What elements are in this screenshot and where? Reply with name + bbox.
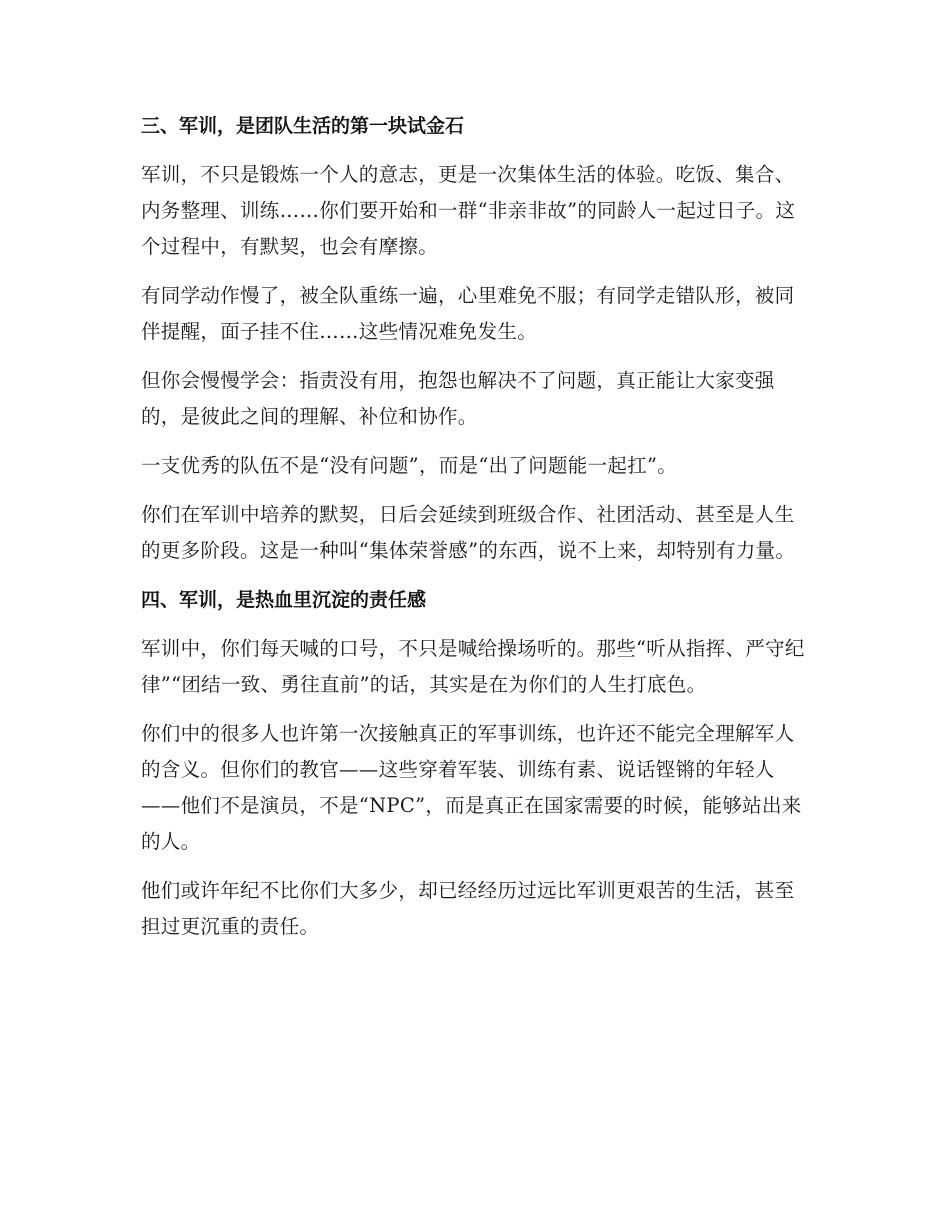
paragraph: 有同学动作慢了，被全队重练一遍，心里难免不服；有同学走错队形，被同伴提醒，面子挂不住……这些情况难免发生。 [141,284,795,343]
paragraph: 军训中，你们每天喊的口号，不只是喊给操场听的。那些“听从指挥、严守纪律”“团结一致、勇往直前”的话，其实是在为你们的人生打底色。 [141,637,805,696]
section-3 [141,108,806,569]
paragraph: 一支优秀的队伍不是“没有问题”，而是“出了问题能一起扛”。 [141,454,678,477]
section-heading: 四、军训，是热血里沉淀的责任感 [141,589,427,611]
paragraph: 军训，不只是锻炼一个人的意志，更是一次集体生活的体验。吃饭、集合、内务整理、训练……你们要开始和一群“非亲非故”的同龄人一起过日子。这个过程中，有默契，也会有摩擦。 [141,163,796,258]
section-heading: 三、军训，是团队生活的第一块试金石 [141,115,465,137]
document-body [141,108,806,958]
paragraph: 你们在军训中培养的默契，日后会延续到班级合作、社团活动、甚至是人生的更多阶段。这是一种叫“集体荣誉感”的东西，说不上来，却特别有力量。 [141,503,796,562]
paragraph: 但你会慢慢学会：指责没有用，抱怨也解决不了问题，真正能让大家变强的，是彼此之间的理解、补位和协作。 [141,369,775,428]
paragraph: 你们中的很多人也许第一次接触真正的军事训练，也许还不能完全理解军人的含义。但你们的教官——这些穿着军装、训练有素、说话铿锵的年轻人——他们不是演员，不是“NPC”，而是真正在国家需要的时候，能够站出来的人。 [141,722,802,853]
paragraph: 他们或许年纪不比你们大多少，却已经经历过远比军训更艰苦的生活，甚至担过更沉重的责任。 [141,879,795,938]
section-4 [141,582,806,945]
